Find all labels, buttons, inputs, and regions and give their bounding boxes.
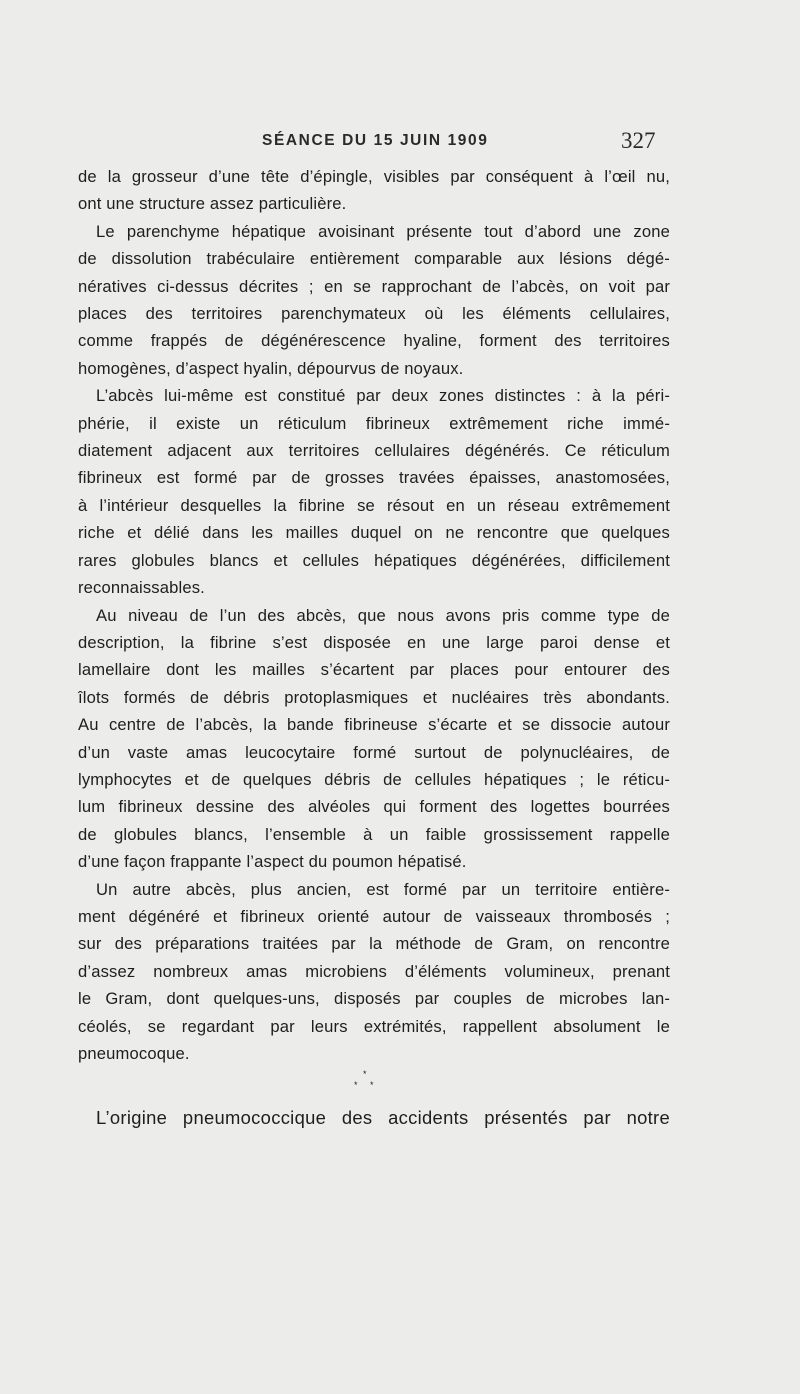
text-line: d’une façon frappante l’aspect du poumon hépatisé. [78, 852, 467, 872]
text-line: à l’intérieur desquelles la fibrine se résout en un réseau extrêmement [78, 495, 670, 515]
text-line: de dissolution trabéculaire entièrement comparable aux lésions dégé- [78, 249, 670, 269]
text-line: phérie, il existe un réticulum fibrineux extrêmement riche immé- [78, 413, 670, 433]
text-line: Le parenchyme hépatique avoisinant présente tout d’abord une zone [96, 221, 670, 241]
text-line: nératives ci-dessus décrites ; en se rapprochant de l’abcès, on voit par [78, 276, 670, 296]
paragraph-lines [78, 163, 670, 1067]
text-line: d’assez nombreux amas microbiens d’éléments volumineux, prenant [78, 961, 670, 981]
text-line: ment dégénéré et fibrineux orienté autour de vaisseaux thrombosés ; [78, 906, 670, 926]
text-line: lum fibrineux dessine des alvéoles qui forment des logettes bourrées [78, 797, 670, 817]
body-text [78, 163, 670, 1133]
text-line: pneumocoque. [78, 1044, 190, 1063]
text-line: le Gram, dont quelques-uns, disposés par couples de microbes lan- [78, 989, 670, 1009]
text-line: céolés, se regardant par leurs extrémités, rappellent absolument le [78, 1016, 670, 1036]
text-line: comme frappés de dégénérescence hyaline, forment des territoires [78, 331, 670, 351]
text-line: places des territoires parenchymateux où les éléments cellulaires, [78, 304, 670, 324]
text-line: lamellaire dont les mailles s’écartent par places pour entourer des [78, 660, 670, 680]
text-line: diatement adjacent aux territoires cellulaires dégénérés. Ce réticulum [78, 441, 670, 461]
final-line: L’origine pneumococcique des accidents présentés par notre [96, 1107, 670, 1129]
text-line: rares globules blancs et cellules hépatiques dégénérées, difficilement [78, 550, 670, 570]
text-line: ont une structure assez particulière. [78, 194, 347, 214]
asterism-bottom: * * [354, 1080, 379, 1091]
text-line: Au niveau de l’un des abcès, que nous avons pris comme type de [96, 605, 670, 625]
text-line: riche et délié dans les mailles duquel on ne rencontre que quelques [78, 523, 670, 543]
asterism-top: * [363, 1069, 367, 1080]
text-line: L’abcès lui-même est constitué par deux zones distinctes : à la péri- [96, 386, 670, 406]
section-asterism [78, 1067, 670, 1103]
text-line: de la grosseur d’une tête d’épingle, visibles par conséquent à l’œil nu, [78, 167, 670, 186]
running-title: SÉANCE DU 15 JUIN 1909 [262, 132, 489, 149]
running-head [0, 128, 800, 158]
text-line: description, la fibrine s’est disposée en une large paroi dense et [78, 632, 670, 652]
text-line: sur des préparations traitées par la méthode de Gram, on rencontre [78, 934, 670, 954]
text-line: îlots formés de débris protoplasmiques et nucléaires très abondants. [78, 687, 670, 707]
text-line: homogènes, d’aspect hyalin, dépourvus de noyaux. [78, 358, 464, 378]
page-number: 327 [621, 128, 656, 153]
text-line: Au centre de l’abcès, la bande fibrineuse s’écarte et se dissocie autour [78, 715, 670, 735]
text-line: reconnaissables. [78, 578, 205, 598]
text-line: de globules blancs, l’ensemble à un faible grossissement rappelle [78, 824, 670, 844]
text-line: fibrineux est formé par de grosses travées épaisses, anastomosées, [78, 468, 670, 488]
text-line: lymphocytes et de quelques débris de cellules hépatiques ; le réticu- [78, 769, 670, 789]
text-line: d’un vaste amas leucocytaire formé surtout de polynucléaires, de [78, 742, 670, 762]
text-line: Un autre abcès, plus ancien, est formé par un territoire entière- [96, 879, 670, 899]
